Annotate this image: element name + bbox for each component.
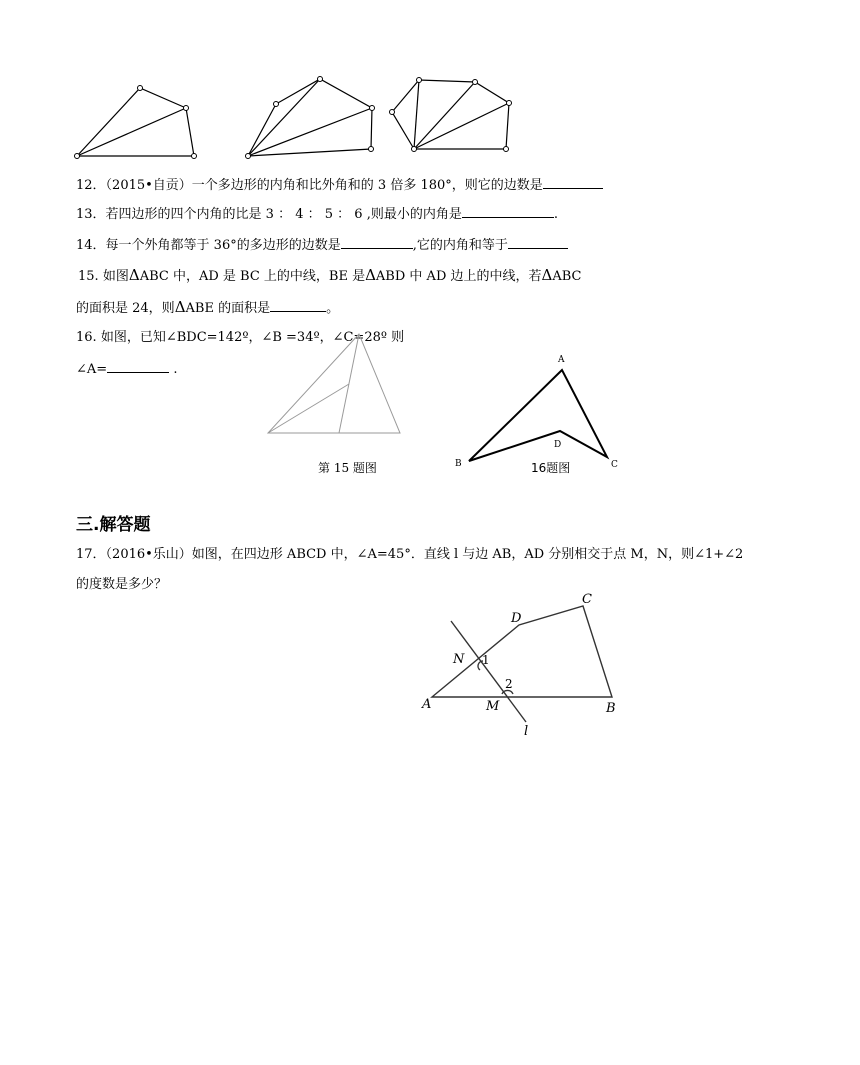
question-text: 的度数是多少？ — [76, 577, 168, 592]
figure-15-caption: 第 15 题图 — [318, 461, 377, 475]
question-number: 12． — [76, 178, 106, 193]
question-text: ABD 中 AD 边上的中线，若 — [375, 269, 542, 284]
triangle-symbol: Δ — [174, 298, 186, 316]
period: . — [553, 207, 558, 222]
question-number: 14． — [76, 238, 106, 253]
label-C: C — [611, 460, 618, 470]
question-number: 15. — [78, 269, 99, 284]
question-17-line-1 — [76, 546, 743, 564]
question-text: （2016•乐山）如图，在四边形 ABCD 中，∠A=45°．直线 l 与边 AB，AD 分别相交于点 M，N，则∠1+∠2 — [105, 547, 744, 562]
label-B: B — [606, 701, 616, 716]
figure-16-caption: 16题图 — [531, 461, 571, 475]
question-text: 如图 — [102, 269, 129, 284]
triangle-symbol: Δ — [128, 266, 140, 284]
question-text: 每一个外角都等于 36°的多边形的边数是 — [105, 238, 341, 253]
question-number: 13． — [76, 207, 106, 222]
question-text: ABC 中，AD 是 BC 上的中线，BE 是 — [139, 269, 366, 284]
polygon-diagonals-figure — [60, 70, 530, 165]
label-B: B — [455, 459, 462, 469]
label-M: M — [486, 699, 500, 714]
question-16-line-2 — [76, 360, 177, 379]
label-C: C — [582, 592, 592, 607]
figure-16 — [450, 350, 625, 475]
question-text: ∠A= — [76, 362, 108, 377]
question-17-line-2 — [76, 576, 167, 594]
label-A: A — [422, 697, 432, 712]
answer-blank[interactable] — [107, 360, 169, 373]
question-text-mid: ,它的内角和等于 — [412, 238, 508, 253]
label-A: A — [558, 355, 565, 365]
question-13 — [76, 205, 558, 224]
question-15-line-2 — [76, 298, 339, 318]
triangle-symbol: Δ — [541, 266, 553, 284]
question-14 — [76, 236, 568, 255]
section-title: 三.解答题 — [76, 515, 151, 535]
answer-blank[interactable] — [462, 205, 554, 218]
label-angle-2: 2 — [505, 677, 513, 691]
question-number: 16. — [76, 330, 97, 345]
answer-blank[interactable] — [270, 299, 326, 312]
question-number: 17． — [76, 547, 106, 562]
answer-blank[interactable] — [543, 176, 603, 189]
answer-blank-angle-sum[interactable] — [508, 236, 568, 249]
label-D: D — [554, 440, 562, 450]
question-15-line-1 — [78, 266, 581, 286]
answer-blank-sides[interactable] — [341, 236, 413, 249]
label-l: l — [524, 724, 529, 739]
label-N: N — [453, 652, 465, 667]
figure-17 — [415, 585, 630, 740]
label-D: D — [511, 611, 522, 626]
question-text: （2015•自贡）一个多边形的内角和比外角和的 3 倍多 180°，则它的边数是 — [105, 178, 543, 193]
label-angle-1: 1 — [482, 653, 490, 667]
question-text: 如图，已知∠BDC=142º，∠B =34º，∠C=28º 则 — [100, 330, 405, 345]
figure-15 — [262, 330, 407, 438]
question-text: ABE 的面积是 — [185, 301, 271, 316]
period: . — [173, 362, 178, 377]
question-12 — [76, 176, 603, 195]
question-text: ABC — [552, 269, 582, 284]
period: 。 — [326, 301, 340, 316]
triangle-symbol: Δ — [365, 266, 376, 284]
question-text: 若四边形的四个内角的比是 3 ： 4 ： 5 ： 6 ,则最小的内角是 — [105, 207, 462, 222]
question-text: 的面积是 24，则 — [76, 301, 175, 316]
